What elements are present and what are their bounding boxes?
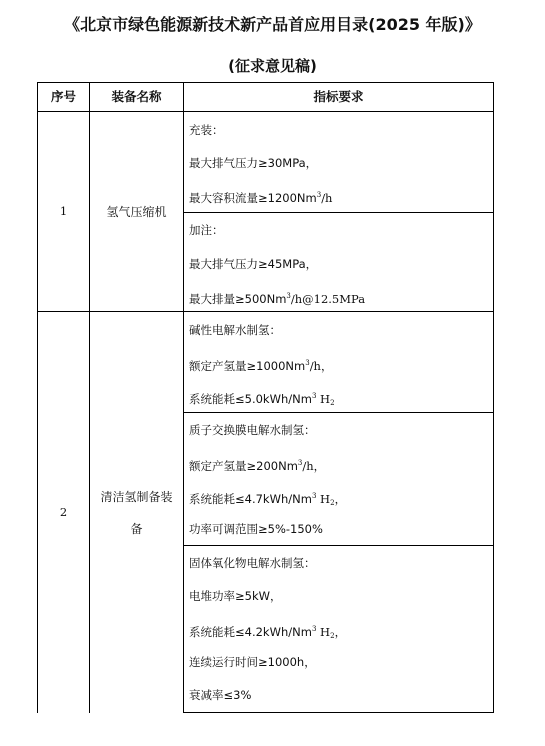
row-seq: 1 xyxy=(59,204,68,218)
spec-line: 连续运行时间≥1000h， xyxy=(189,655,316,669)
spec-line: 最大排量$\ge 500Nm^3/h@12.5MPa$ xyxy=(189,292,366,306)
spec-line: 系统能耗$\le 4.2kWh/Nm^3$ $H_2$， xyxy=(189,625,347,640)
spec-group-heading: 加注： xyxy=(189,223,224,237)
spec-group-heading: 充装： xyxy=(189,123,224,137)
header-seq: 序号 xyxy=(50,89,76,104)
spec-line: 最大排气压力≥30MPa， xyxy=(189,156,318,170)
row-seq: 2 xyxy=(59,505,68,519)
header-equipment-name: 装备名称 xyxy=(111,89,162,104)
spec-line: 额定产氢量$\ge 200Nm^3/h$， xyxy=(189,459,326,473)
spec-line: 系统能耗$\le 4.7kWh/Nm^3$ $H_2$， xyxy=(189,492,347,507)
spec-line: 额定产氢量$\ge 1000Nm^3/h$， xyxy=(189,359,333,373)
spec-line: 功率可调范围≥5%-150% xyxy=(189,522,323,536)
header-spec: 指标要求 xyxy=(313,89,364,104)
document-title: 《北京市绿色能源新技术新产品首应用目录(2025 年版)》 xyxy=(64,15,481,34)
spec-group-heading: 碱性电解水制氢： xyxy=(189,323,281,337)
document-subtitle: (征求意见稿) xyxy=(228,57,317,75)
spec-line: 最大排气压力≥45MPa， xyxy=(189,257,318,271)
row-equipment-name-line1: 清洁氢制备装 xyxy=(100,490,173,504)
spec-line: 系统能耗$\le 5.0kWh/Nm^3$ $H_2$ xyxy=(189,392,335,407)
spec-line: 最大容积流量$\ge 1200Nm^3/h$ xyxy=(189,191,333,205)
spec-line: 电堆功率≥5kW， xyxy=(189,589,282,603)
row-equipment-name: 氢气压缩机 xyxy=(106,205,167,219)
spec-line: 衰减率≤3% xyxy=(189,688,252,702)
spec-group-heading: 质子交换膜电解水制氢： xyxy=(189,423,316,437)
row-equipment-name-line2: 备 xyxy=(130,522,143,536)
spec-group-heading: 固体氧化物电解水制氢： xyxy=(189,556,316,570)
